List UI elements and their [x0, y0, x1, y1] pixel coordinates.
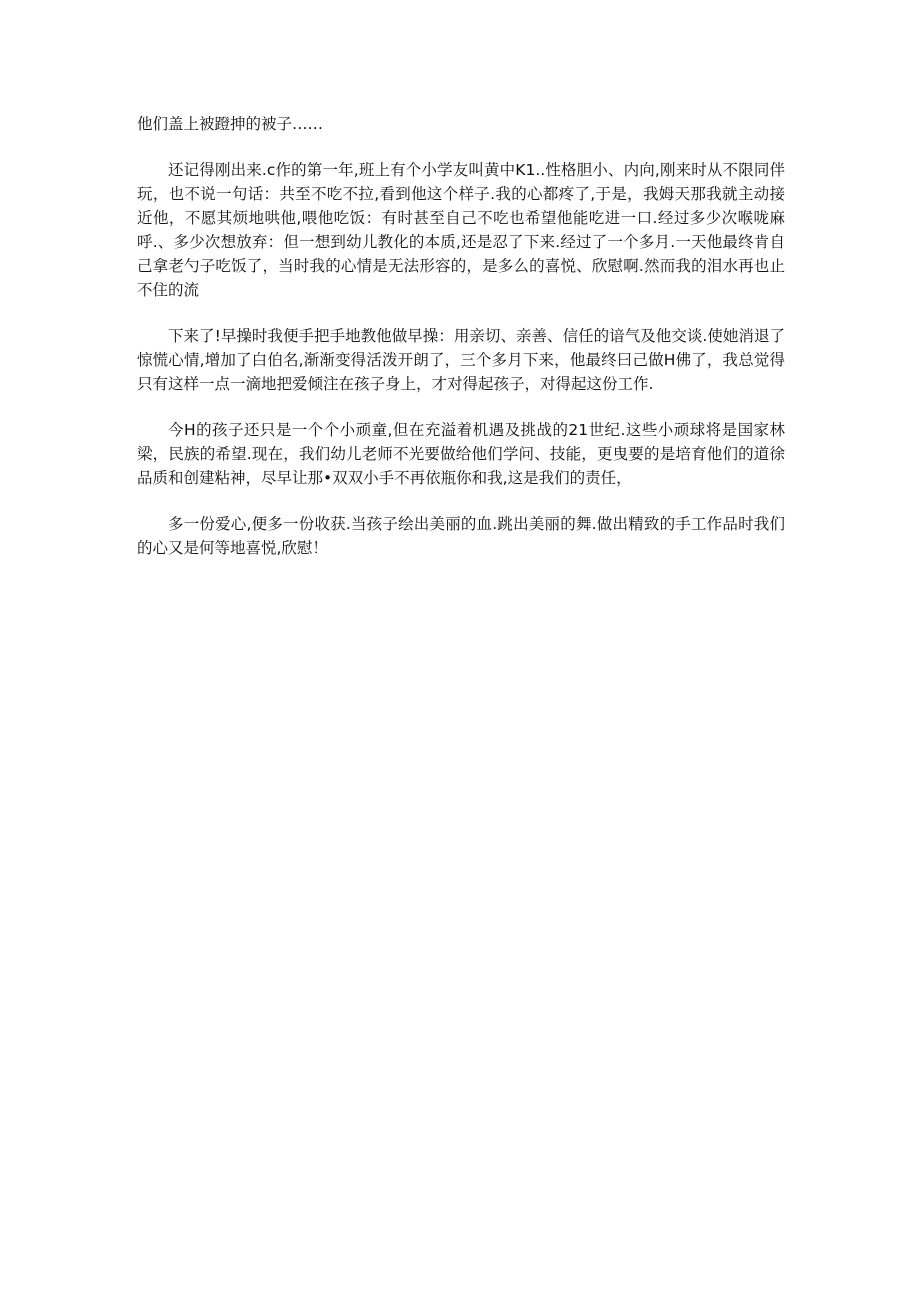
paragraph-5: 多一份爱心,便多一份收获.当孩子绘出美丽的血.跳出美丽的舞.做出精致的手工作品时我们的心又是何等地喜悦,欣慰！	[137, 515, 785, 557]
paragraph-4: 今H的孩子还只是一个个小顽童,但在充溢着机遇及挑战的21世纪.这些小顽球将是国家林梁，民族的希望.现在，我们幼儿老师不光要做给他们学问、技能，更曳要的是培育他们的道徐品质和创建粘神，尽早让那•双双小手不再依瓶你和我,这是我们的责任，	[137, 421, 785, 487]
paragraph-2: 还记得刚出来.c作的第一年,班上有个小学友叫黄中K1..性格胆小、内向,刚来时从不限同伴玩，也不说一句话：共至不吃不拉,看到他这个样子.我的心都疼了,于是，我姆天那我就主动接近他，不愿其烦地哄他,喂他吃饭：有时甚至自己不吃也希望他能吃进一口.经过多少次喉咙麻呼.、多少次想放弃：但一想到幼儿教化的本质,还是忍了下来.经过了一个多月.一天他最终肯自己拿老勺子吃饭了，当时我的心情是无法形容的，是多么的喜悦、欣慰啊.然而我的泪水再也止不住的流	[137, 161, 785, 299]
document-body	[137, 112, 785, 582]
paragraph-3: 下来了!早操时我便手把手地教他做早操：用亲切、亲善、信任的谙气及他交谈.使她消退了惊慌心情,增加了白伯名,渐渐变得活泼开朗了，三个多月下来，他最终曰己做H佛了，我总觉得只有这样一点一滴地把爱倾注在孩子身上，才对得起孩子，对得起这份工作.	[137, 327, 785, 393]
paragraph-1: 他们盖上被蹬抻的被子……	[137, 115, 324, 133]
